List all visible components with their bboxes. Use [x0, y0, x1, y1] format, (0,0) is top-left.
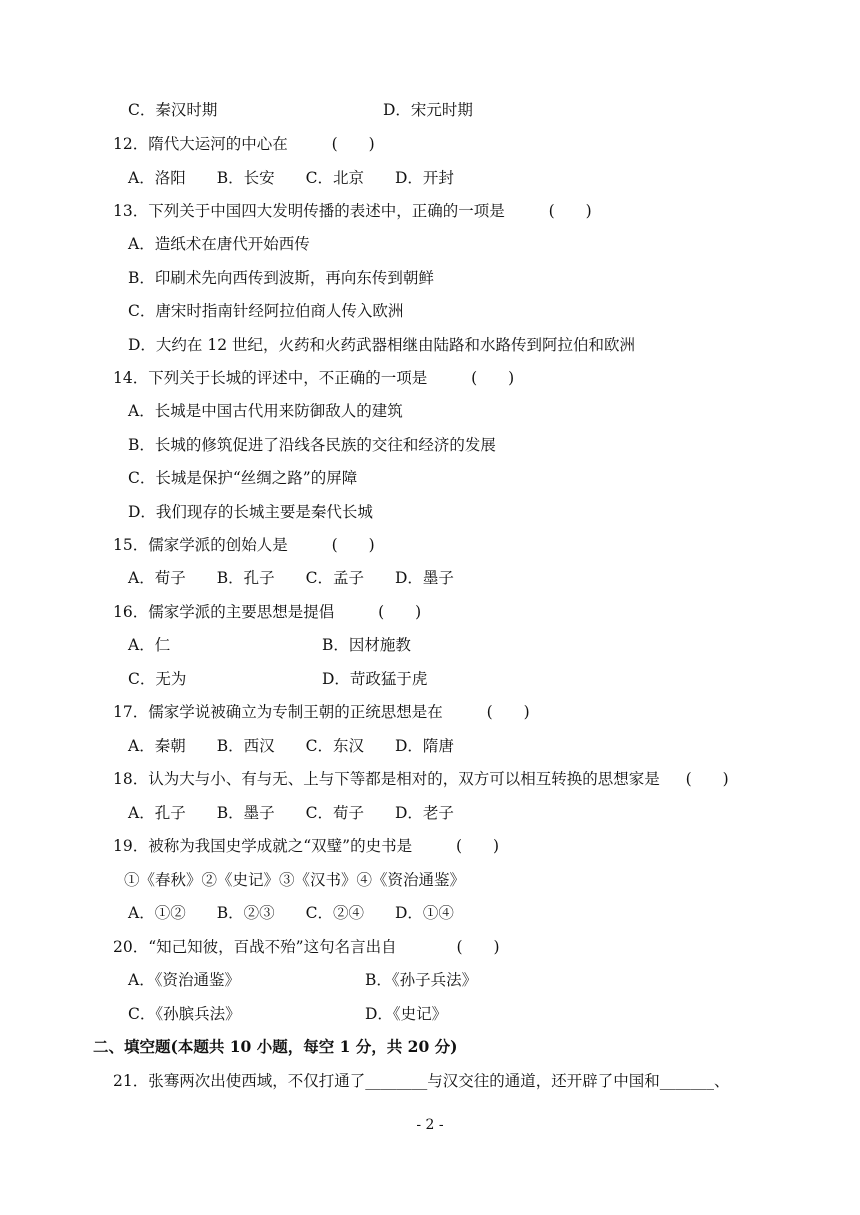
answer-bracket: ( ): [455, 837, 500, 855]
question-text: 20．“知己知彼，百战不殆”这句名言出自: [113, 938, 397, 956]
q20-option-b: B．《孙子兵法》: [365, 971, 478, 989]
q14-stem: [113, 368, 514, 388]
question-text: 13．下列关于中国四大发明传播的表述中，正确的一项是: [113, 202, 505, 220]
question-text: 17．儒家学说被确立为专制王朝的正统思想是在: [113, 703, 443, 721]
q14-option-b: B．长城的修筑促进了沿线各民族的交往和经济的发展: [128, 436, 496, 454]
q15-options: A．荀子 B．孔子 C．孟子 D．墨子: [128, 569, 454, 587]
q16-option-d: D．苛政猛于虎: [322, 670, 428, 688]
q13-option-a: A．造纸术在唐代开始西传: [128, 235, 310, 253]
q19-items: ①《春秋》②《史记》③《汉书》④《资治通鉴》: [124, 871, 466, 889]
answer-bracket: ( ): [548, 202, 592, 220]
answer-bracket: ( ): [331, 135, 375, 153]
question-text: 19．被称为我国史学成就之“双璧”的史书是: [113, 837, 413, 855]
q11-option-c: C．秦汉时期: [128, 101, 218, 119]
q21-text: 21．张骞两次出使西域，不仅打通了________与汉交往的通道，还开辟了中国和_______、: [113, 1072, 730, 1090]
q14-option-c: C．长城是保护“丝绸之路”的屏障: [128, 469, 358, 487]
q19-options: A．①② B．②③ C．②④ D．①④: [128, 904, 454, 922]
page-number: - 2 -: [416, 1117, 444, 1133]
section-heading: 二、填空题(本题共 10 小题，每空 1 分，共 20 分): [93, 1037, 458, 1056]
question-text: 12．隋代大运河的中心在: [113, 135, 288, 153]
q20-option-d: D．《史记》: [365, 1005, 448, 1023]
q12-options: A．洛阳 B．长安 C．北京 D．开封: [128, 169, 454, 187]
answer-bracket: ( ): [486, 703, 530, 721]
q18-stem: [113, 769, 729, 789]
q16-option-b: B．因材施教: [322, 636, 411, 654]
q13-option-d: D．大约在 12 世纪，火药和火药武器相继由陆路和水路传到阿拉伯和欧洲: [128, 336, 636, 354]
q20-option-c: C．《孙膑兵法》: [128, 1005, 241, 1023]
q16-stem: [113, 602, 421, 622]
answer-bracket: ( ): [471, 369, 515, 387]
q17-stem: [113, 702, 530, 722]
answer-bracket: ( ): [685, 770, 729, 788]
q15-stem: [113, 535, 375, 555]
answer-bracket: ( ): [378, 603, 422, 621]
q16-option-c: C．无为: [128, 670, 187, 688]
q13-option-c: C．唐宋时指南针经阿拉伯商人传入欧洲: [128, 302, 404, 320]
q18-options: A．孔子 B．墨子 C．荀子 D．老子: [128, 804, 454, 822]
q14-option-d: D．我们现存的长城主要是秦代长城: [128, 503, 373, 521]
answer-bracket: ( ): [456, 938, 500, 956]
q20-stem: [113, 937, 500, 957]
q14-option-a: A．长城是中国古代用来防御敌人的建筑: [128, 402, 403, 420]
q13-option-b: B．印刷术先向西传到波斯，再向东传到朝鲜: [128, 269, 434, 287]
q17-options: A．秦朝 B．西汉 C．东汉 D．隋唐: [128, 737, 454, 755]
question-text: 18．认为大与小、有与无、上与下等都是相对的，双方可以相互转换的思想家是: [113, 770, 660, 788]
q16-option-a: A．仁: [128, 636, 171, 654]
question-text: 14．下列关于长城的评述中，不正确的一项是: [113, 369, 428, 387]
q20-option-a: A．《资治通鉴》: [128, 971, 240, 989]
q13-stem: [113, 201, 592, 221]
question-text: 15．儒家学派的创始人是: [113, 536, 288, 554]
q11-option-d: D．宋元时期: [383, 101, 473, 119]
question-text: 16．儒家学派的主要思想是提倡: [113, 603, 335, 621]
q19-stem: [113, 836, 499, 856]
answer-bracket: ( ): [331, 536, 375, 554]
q12-stem: [113, 134, 375, 154]
